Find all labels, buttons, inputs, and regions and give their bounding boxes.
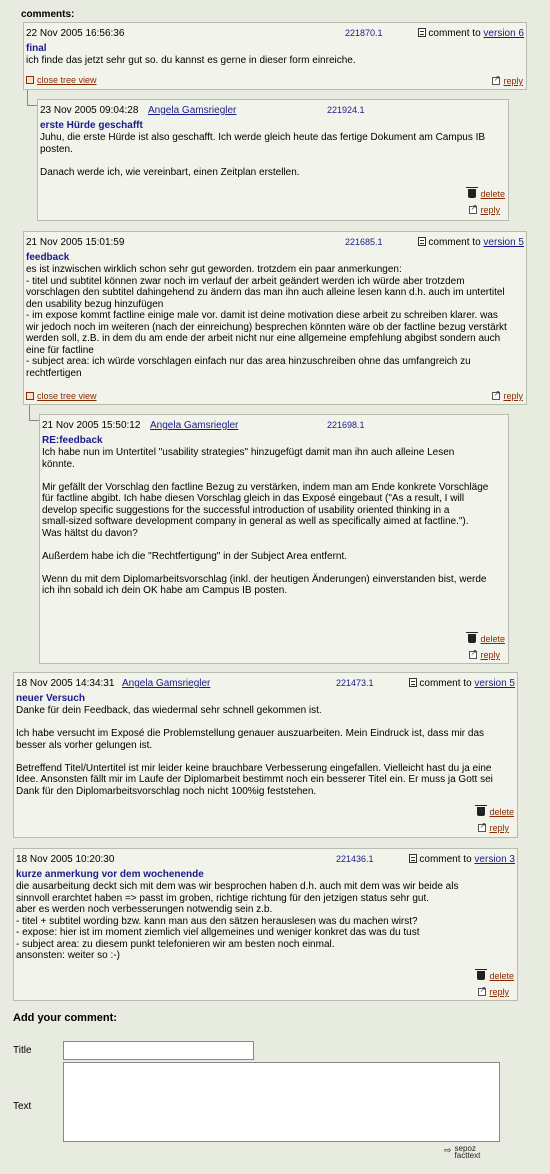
text-label: Text bbox=[13, 1101, 32, 1112]
comment-box bbox=[23, 231, 527, 405]
comment-date: 21 Nov 2005 15:50:12 bbox=[42, 420, 141, 431]
reply-icon bbox=[478, 824, 486, 832]
document-icon bbox=[409, 854, 417, 863]
reply-icon bbox=[469, 206, 477, 214]
comment-id: 221698.1 bbox=[327, 420, 365, 430]
comment-date: 18 Nov 2005 10:20:30 bbox=[16, 854, 115, 865]
comment-author-link[interactable]: Angela Gamsriegler bbox=[150, 420, 239, 431]
reply-icon bbox=[469, 651, 477, 659]
arrow-right-icon: ⇨ bbox=[444, 1145, 452, 1155]
comment-to: comment to version 3 bbox=[409, 854, 515, 865]
document-icon bbox=[418, 237, 426, 246]
comment-box bbox=[37, 99, 509, 221]
comment-box bbox=[23, 22, 527, 90]
reply-icon bbox=[492, 392, 500, 400]
comment-id: 221685.1 bbox=[345, 237, 383, 247]
trash-icon bbox=[468, 189, 476, 198]
tree-icon bbox=[26, 392, 34, 400]
comment-body: Ich habe nun im Untertitel "usability strategies" hinzugefügt damit man ihn auch alleine Lesen könnte. Mir gefällt der Vorschlag den factline Bezug zu verstärken, indem man am Ende konkrete Vorschläge für factline abgibt. Ich habe diesen Vorschlag gleich in das Exposé eingebaut ("As a result, I will develop specific suggestions for the successful introduction of usability oriented thinking in a small-sized software development company in general as well as specifically aimed at factline."). Was hältst du davon? Außerdem habe ich die "Rechtfertigung" in der Subject Area entfernt. Wenn du mit dem Diplomarbeitsvorschlag (inkl. der heutigen Änderungen) einverstanden bist, werde ich ihn sobald ich dein OK habe am Campus IB posten. bbox=[42, 447, 489, 596]
reply-link[interactable]: ↗ reply bbox=[492, 391, 523, 401]
comment-box bbox=[13, 848, 518, 1001]
comment-body: ich finde das jetzt sehr gut so. du kannst es gerne in dieser form einreiche. bbox=[26, 55, 356, 66]
text-area[interactable] bbox=[63, 1062, 500, 1142]
close-tree-view-link[interactable]: close tree view bbox=[26, 75, 97, 85]
version-link[interactable]: version 5 bbox=[474, 678, 515, 689]
version-link[interactable]: version 6 bbox=[483, 28, 524, 39]
submit-label: sepoz facttext bbox=[454, 1144, 481, 1160]
comment-title: kurze anmerkung vor dem wochenende bbox=[16, 869, 204, 880]
comment-date: 23 Nov 2005 09:04:28 bbox=[40, 105, 139, 116]
trash-icon bbox=[477, 807, 485, 816]
comment-id: 221924.1 bbox=[327, 105, 365, 115]
delete-link[interactable]: delete bbox=[468, 634, 505, 644]
comment-body: Danke für dein Feedback, das wiedermal sehr schnell gekommen ist. Ich habe versucht im Exposé die Problemstellung genauer auszuarbeiten. Mein Eindruck ist, dass mir das besser als vorher gelungen ist. Betreffend Titel/Untertitel ist mir leider keine brauchbare Verbesserung eingefallen. Vielleicht hast du ja eine Idee. Ansonsten fällt mir im Laufe der Diplomarbeit bestimmt noch ein besserer Titel ein. Er muss ja Gott sei Dank für den Diplomarbeitsvorschlag noch nicht 100%ig feststehen. bbox=[16, 705, 493, 797]
title-label: Title bbox=[13, 1045, 32, 1056]
reply-link[interactable]: ↗reply bbox=[478, 823, 509, 833]
comment-date: 22 Nov 2005 16:56:36 bbox=[26, 28, 125, 39]
comment-title: final bbox=[26, 43, 47, 54]
reply-link[interactable]: ↗reply bbox=[469, 650, 500, 660]
comment-title: RE:feedback bbox=[42, 435, 103, 446]
comment-author-link[interactable]: Angela Gamsriegler bbox=[148, 105, 237, 116]
tree-icon bbox=[26, 76, 34, 84]
reply-icon bbox=[492, 77, 500, 85]
comment-box bbox=[13, 672, 518, 838]
comment-title: feedback bbox=[26, 252, 70, 263]
trash-icon bbox=[477, 971, 485, 980]
submit-button[interactable] bbox=[444, 1145, 480, 1159]
comment-title: erste Hürde geschafft bbox=[40, 120, 143, 131]
comment-author-link[interactable]: Angela Gamsriegler bbox=[122, 678, 211, 689]
comments-heading: comments: bbox=[21, 9, 75, 20]
delete-link[interactable]: delete bbox=[468, 189, 505, 199]
version-link[interactable]: version 5 bbox=[483, 237, 524, 248]
comment-id: 221436.1 bbox=[336, 854, 374, 864]
version-link[interactable]: version 3 bbox=[474, 854, 515, 865]
comment-date: 18 Nov 2005 14:34:31 bbox=[16, 678, 115, 689]
reply-icon bbox=[478, 988, 486, 996]
comment-box bbox=[39, 414, 509, 664]
comment-id: 221870.1 bbox=[345, 28, 383, 38]
title-input[interactable] bbox=[63, 1041, 254, 1060]
document-icon bbox=[418, 28, 426, 37]
document-icon bbox=[409, 678, 417, 687]
reply-link[interactable]: ↗reply bbox=[469, 205, 500, 215]
comment-body: es ist inzwischen wirklich schon sehr gut geworden. trotzdem ein paar anmerkungen: - titel und subtitel können zwar noch im verlauf der arbeit geändert werden ich würde aber trotzdem vorschlagen den subtitel dahingehend zu ändern das man ihn auch alleine lesen kann d.h. auch im untertitel den usability bezug hinzufügen - im expose kommt factline einige male vor. damit ist deine motivation diese arbeit zu schreiben klarer. was wir jedoch noch im weiteren (nach der einreichung) besprechen könnten wäre ob der factline bezug verstärkt werden soll, z.B. in dem du am ende der arbeit nicht nur eine allgemeine empfehlung abgibst sondern auch eine für factline - subject area: ich würde vorschlagen einfach nur das area hinzuschreiben ohne das umfangreich zu rechtfertigen bbox=[26, 264, 507, 379]
delete-link[interactable]: delete bbox=[477, 807, 514, 817]
comment-date: 21 Nov 2005 15:01:59 bbox=[26, 237, 125, 248]
comment-to: comment to version 5 bbox=[418, 237, 524, 248]
close-tree-view-link[interactable]: close tree view bbox=[26, 391, 97, 401]
comment-body: Juhu, die erste Hürde ist also geschafft. Ich werde gleich heute das fertige Dokument am Campus IB posten. Danach werde ich, wie vereinbart, einen Zeitplan erstellen. bbox=[40, 132, 486, 178]
comment-id: 221473.1 bbox=[336, 678, 374, 688]
comment-body: die ausarbeitung deckt sich mit dem was wir besprochen haben d.h. auch mit dem was wir beide als sinnvoll erarchtet haben => passt im groben, richtige richtung für den jetzigen status sehr gut. aber es werden noch verbesserungen notwendig sein z.b. - titel + subtitel wording bzw. kann man aus den sätzen herauslesen was du machen wirst? - expose: hier ist im moment ziemlich viel allgemeines und weniger konkret das was du tust - subject area: zu diesem punkt telefonieren wir am besten noch einmal. ansonsten: weiter so :-) bbox=[16, 881, 459, 961]
reply-link[interactable]: ↗reply bbox=[478, 987, 509, 997]
add-comment-heading: Add your comment: bbox=[13, 1012, 117, 1024]
reply-link[interactable]: ↗ reply bbox=[492, 76, 523, 86]
comment-to: comment to version 5 bbox=[409, 678, 515, 689]
comment-to: comment to version 6 bbox=[418, 28, 524, 39]
trash-icon bbox=[468, 634, 476, 643]
comment-title: neuer Versuch bbox=[16, 693, 85, 704]
delete-link[interactable]: delete bbox=[477, 971, 514, 981]
